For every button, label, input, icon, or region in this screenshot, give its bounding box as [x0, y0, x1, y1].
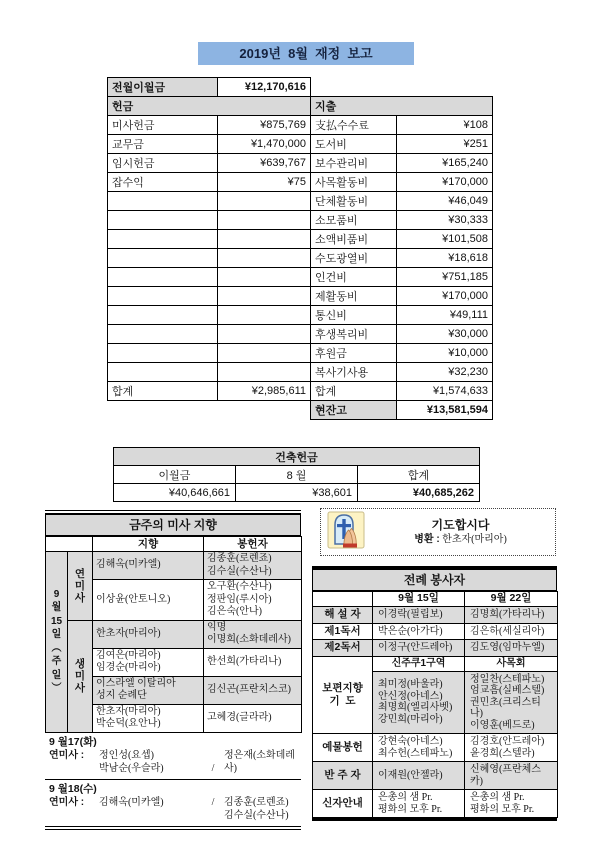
group-name: 사목회 — [465, 656, 558, 671]
weekday-intentions — [45, 733, 301, 826]
servers-row — [313, 734, 558, 762]
servers-row — [313, 762, 558, 790]
extra-intention-block — [45, 733, 301, 780]
expense-label: 후원금 — [311, 344, 397, 363]
date-header-1: 9월 15일 — [373, 592, 465, 607]
mass-intentions-table — [45, 536, 302, 733]
finance-row — [108, 116, 493, 135]
building-fund-table — [113, 447, 480, 502]
expense-label: 支払수수료 — [311, 116, 397, 135]
carryover-value: ¥12,170,616 — [218, 78, 311, 97]
building-col-total: 합계 — [358, 466, 480, 484]
expense-value: ¥30,333 — [397, 211, 493, 230]
servers-table — [312, 591, 558, 818]
expense-label: 도서비 — [311, 135, 397, 154]
income-label: 잡수익 — [108, 173, 218, 192]
server-name: 이경락(필립보) — [373, 607, 465, 624]
income-label: 임시헌금 — [108, 154, 218, 173]
offerer-cell: 익명 이명희(소화데레사) — [204, 620, 302, 648]
income-header: 헌금 — [108, 97, 311, 116]
intention-col-header: 지향 — [93, 537, 204, 552]
server-names: 강현숙(아네스) 최수헌(스테파노) — [373, 734, 465, 762]
balance-label: 현잔고 — [311, 401, 397, 420]
extra-intention-block — [45, 780, 301, 826]
category-living-mass: 생 미 사 — [68, 620, 93, 732]
income-value: ¥1,470,000 — [218, 135, 311, 154]
role-label: 반 주 자 — [313, 762, 373, 790]
intention-cell: 이상윤(안토니오) — [93, 580, 204, 621]
expense-value: ¥108 — [397, 116, 493, 135]
expense-value: ¥30,000 — [397, 325, 493, 344]
extra-offerers: 정은재(소화데레사) — [224, 749, 295, 774]
offerer-col-header: 봉헌자 — [204, 537, 302, 552]
expense-total-value: ¥1,574,633 — [397, 382, 493, 401]
server-names: 은총의 샘 Pr. 평화의 모후 Pr. — [465, 790, 558, 818]
expense-value: ¥251 — [397, 135, 493, 154]
mass-type-label: 연미사 : — [49, 796, 85, 808]
expense-value: ¥170,000 — [397, 287, 493, 306]
intention-cell: 한초자(마리아) — [93, 620, 204, 648]
server-name: 이정구(안드레아) — [373, 640, 465, 657]
servers-row — [313, 607, 558, 624]
building-carryover-value: ¥40,646,661 — [114, 484, 236, 502]
prayer-title: 기도합시다 — [431, 517, 490, 532]
server-names: 최미정(바울라) 안신정(아네스) 최명희(엘리사벳) 강민희(마리아) — [373, 671, 465, 734]
income-value: ¥875,769 — [218, 116, 311, 135]
expense-label: 보수관리비 — [311, 154, 397, 173]
date-header-2: 9월 22일 — [465, 592, 558, 607]
server-name: 신혜영(프란체스카) — [465, 762, 558, 790]
income-total-value: ¥2,985,611 — [218, 382, 311, 401]
prayer-text — [372, 518, 549, 547]
intention-cell: 김해옥(미카엘) — [93, 552, 204, 580]
carryover-row — [108, 78, 493, 97]
expense-value: ¥10,000 — [397, 344, 493, 363]
offerer-cell: 김종훈(로렌죠) 김수실(수산나) — [204, 552, 302, 580]
expense-value: ¥751,185 — [397, 268, 493, 287]
building-fund-values-row — [114, 484, 480, 502]
praying-hands-icon — [327, 511, 365, 554]
separator: / — [211, 796, 215, 808]
finance-row — [108, 230, 493, 249]
mass-row — [46, 620, 302, 648]
finance-row — [108, 268, 493, 287]
finance-row — [108, 363, 493, 382]
mass-intentions-section — [45, 510, 301, 830]
income-value: ¥639,767 — [218, 154, 311, 173]
income-value: ¥75 — [218, 173, 311, 192]
column-header-row — [108, 97, 493, 116]
mass-date-label: 9 월 15 일 ︵ 주 일 ︶ — [46, 552, 68, 733]
expense-label: 소액비품비 — [311, 230, 397, 249]
sick-label: 병환 : — [414, 533, 440, 545]
mass-row — [46, 552, 302, 580]
building-col-carryover: 이월금 — [114, 466, 236, 484]
finance-row — [108, 306, 493, 325]
extra-intentions: 김해옥(미카엘) — [99, 796, 164, 808]
universal-prayer-subheader-row — [313, 656, 558, 671]
expense-label: 인건비 — [311, 268, 397, 287]
expense-label: 통신비 — [311, 306, 397, 325]
carryover-label: 전월이월금 — [108, 78, 218, 97]
role-label: 제2독서 — [313, 640, 373, 657]
extra-offerers: 김종훈(로렌죠) 김수실(수산나) — [224, 796, 289, 821]
expense-total-label: 합계 — [311, 382, 397, 401]
role-label: 예물봉헌 — [313, 734, 373, 762]
building-total-value: ¥40,685,262 — [358, 484, 480, 502]
category-requiem-mass: 연 미 사 — [68, 552, 93, 621]
finance-row — [108, 173, 493, 192]
finance-row — [108, 344, 493, 363]
servers-row — [313, 623, 558, 640]
expense-label: 소모품비 — [311, 211, 397, 230]
server-name: 김은하(세실리아) — [465, 623, 558, 640]
income-label: 교무금 — [108, 135, 218, 154]
building-fund-header-row — [114, 466, 480, 484]
totals-row — [108, 382, 493, 401]
finance-row — [108, 325, 493, 344]
role-label: 신자안내 — [313, 790, 373, 818]
mass-intentions-title: 금주의 미사 지향 — [45, 514, 301, 536]
expense-label: 후생복리비 — [311, 325, 397, 344]
server-names: 은총의 샘 Pr. 평화의 모후 Pr. — [373, 790, 465, 818]
balance-row — [108, 401, 493, 420]
mass-header-row — [46, 537, 302, 552]
servers-title: 전례 봉사자 — [312, 569, 557, 591]
server-name: 이재원(안젤라) — [373, 762, 465, 790]
expense-header: 지출 — [311, 97, 493, 116]
building-col-month: 8 월 — [236, 466, 358, 484]
offerer-cell: 오구환(수산나) 정판임(루시아) 김은숙(안나) — [204, 580, 302, 621]
role-label-universal-prayer: 보편지향 기 도 — [313, 656, 373, 734]
group-name: 신주쿠1구역 — [373, 656, 465, 671]
server-name: 김명희(가타리나) — [465, 607, 558, 624]
expense-label: 복사기사용 — [311, 363, 397, 382]
extra-date: 9 월17(화) — [49, 735, 97, 748]
role-label: 해 설 자 — [313, 607, 373, 624]
finance-row — [108, 192, 493, 211]
extra-date: 9 월18(수) — [49, 782, 97, 795]
sick-name: 한초자(마리아) — [442, 533, 507, 545]
expense-label: 사목활동비 — [311, 173, 397, 192]
expense-label: 단체활동비 — [311, 192, 397, 211]
finance-row — [108, 287, 493, 306]
building-month-value: ¥38,601 — [236, 484, 358, 502]
intention-cell: 김여은(마리아) 임경순(마리아) — [93, 648, 204, 676]
server-names: 김경호(안드레아) 윤경희(스텔라) — [465, 734, 558, 762]
page-title: 2019년 8월 재정 보고 — [198, 42, 414, 65]
finance-row — [108, 249, 493, 268]
expense-value: ¥49,111 — [397, 306, 493, 325]
offerer-cell: 김신곤(프란치스코) — [204, 676, 302, 704]
building-fund-title: 건축헌금 — [114, 448, 480, 466]
server-name: 김도영(임마누엘) — [465, 640, 558, 657]
liturgical-servers-section — [312, 566, 557, 821]
expense-label: 수도광열비 — [311, 249, 397, 268]
servers-header-row — [313, 592, 558, 607]
servers-row — [313, 790, 558, 818]
expense-value: ¥32,230 — [397, 363, 493, 382]
expense-label: 제활동비 — [311, 287, 397, 306]
balance-value: ¥13,581,594 — [397, 401, 493, 420]
server-names: 정일찬(스테파노) 엄교흠(실베스텔) 권민초(크리스티나) 이영훈(베드로) — [465, 671, 558, 734]
offerer-cell: 한선희(가타리나) — [204, 648, 302, 676]
server-name: 박은순(아가다) — [373, 623, 465, 640]
expense-value: ¥101,508 — [397, 230, 493, 249]
expense-value: ¥170,000 — [397, 173, 493, 192]
intention-cell: 이스라엘 이탈리아 성지 순례단 — [93, 676, 204, 704]
finance-row — [108, 135, 493, 154]
separator: / — [211, 762, 215, 774]
offerer-cell: 고혜경(글라라) — [204, 704, 302, 732]
expense-value: ¥18,618 — [397, 249, 493, 268]
finance-row — [108, 154, 493, 173]
finance-table — [107, 77, 493, 420]
extra-intentions: 정인성(요셉) 박남순(우슬라) — [99, 749, 164, 774]
income-label: 미사헌금 — [108, 116, 218, 135]
intention-cell: 한초자(마리아) 박순덕(요안나) — [93, 704, 204, 732]
servers-row — [313, 640, 558, 657]
role-label: 제1독서 — [313, 623, 373, 640]
mass-type-label: 연미사 : — [49, 749, 85, 761]
expense-value: ¥165,240 — [397, 154, 493, 173]
finance-row — [108, 211, 493, 230]
income-total-label: 합계 — [108, 382, 218, 401]
expense-value: ¥46,049 — [397, 192, 493, 211]
prayer-box — [320, 508, 556, 556]
